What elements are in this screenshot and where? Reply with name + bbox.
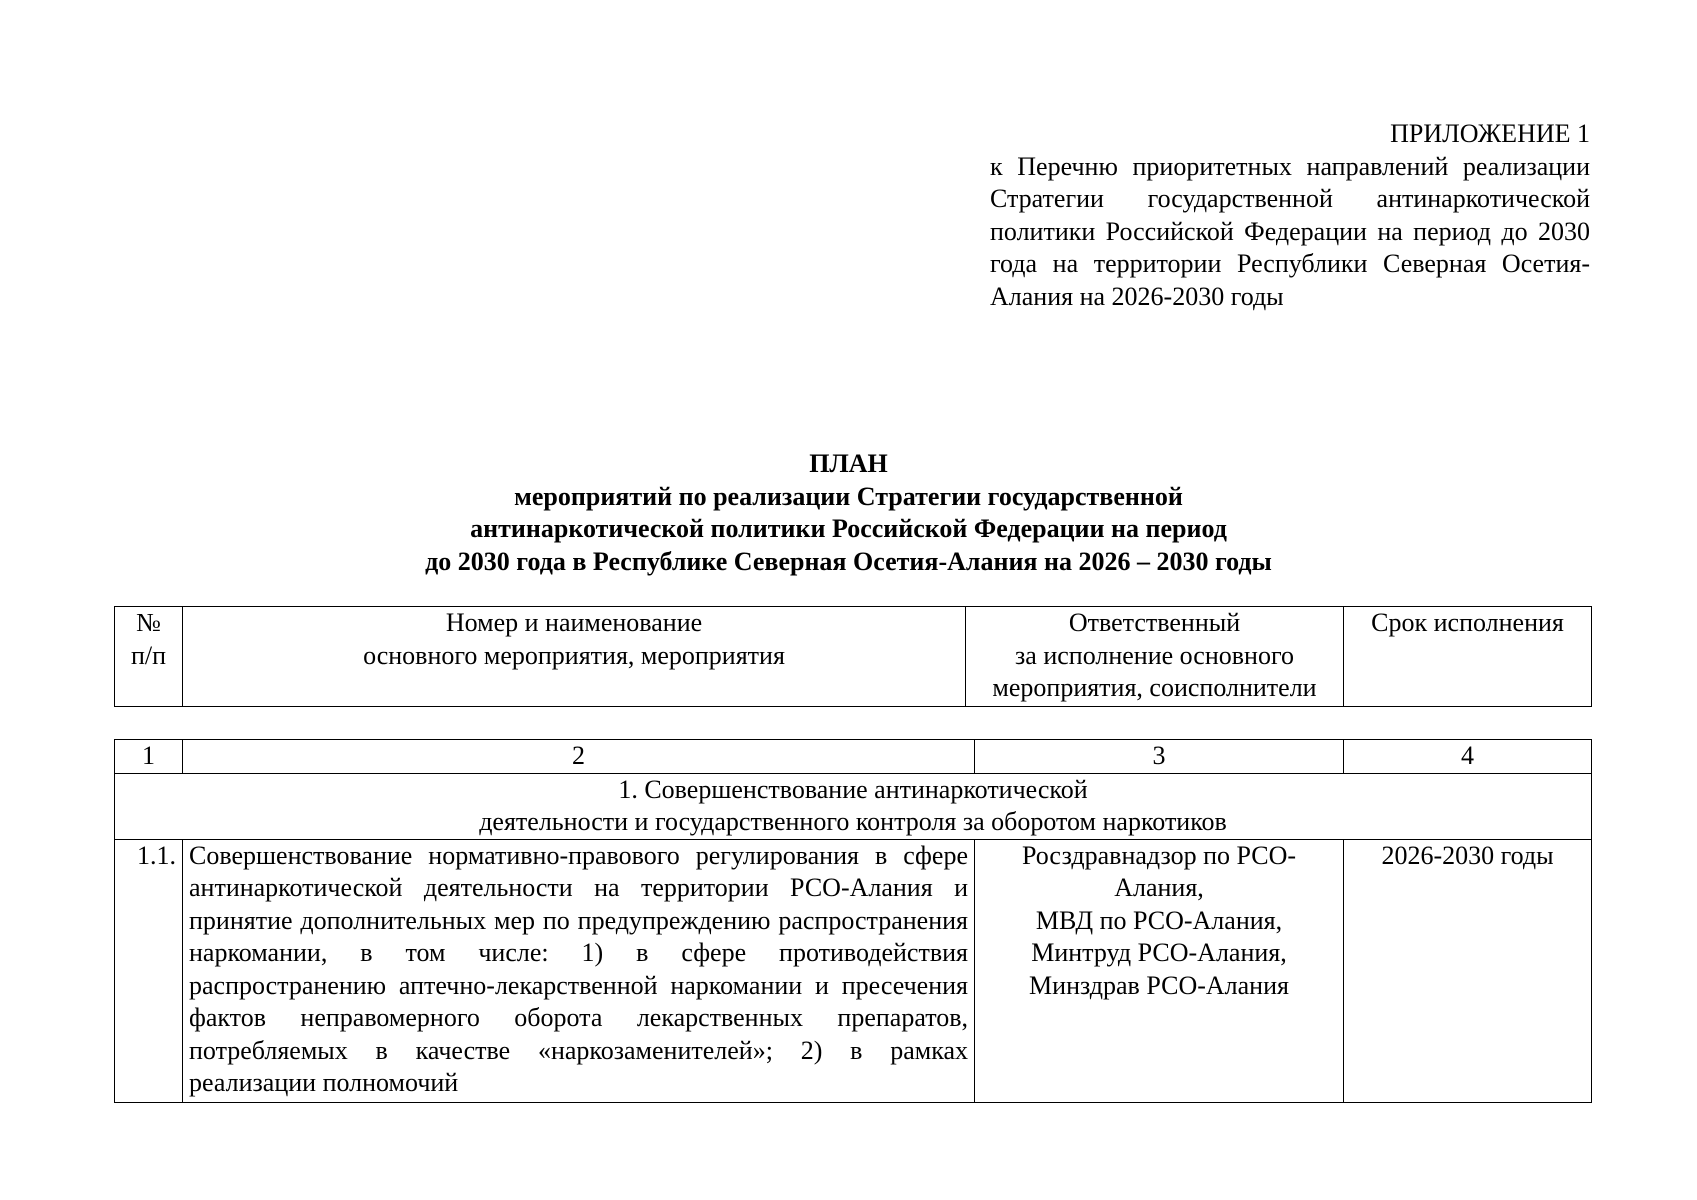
section-row <box>115 773 1592 839</box>
header-cell-responsible <box>966 607 1344 707</box>
plan-title-line-3: антинаркотической политики Российской Федерации на период <box>470 514 1227 543</box>
row-description: Совершенствование нормативно-правового регулирования в сфере антинаркотической деятельности на территории РСО-Алания и принятие дополнительных мер по предупреждению распространения наркомании, в том числе: 1) в сфере противодействия распространению аптечно-лекарственной наркомании и пресечения фактов неправомерного оборота лекарственных препаратов, потребляемых в качестве «наркозаменителей»; 2) в рамках реализации полномочий <box>183 839 975 1102</box>
table-header-row <box>115 607 1592 707</box>
header-responsible-line-2: за исполнение основного <box>1015 640 1294 670</box>
responsible-line-1: Росздравнадзор по РСО-Алания, <box>1021 840 1297 902</box>
table-body <box>114 739 1592 1103</box>
responsible-line-2: МВД по РСО-Алания, <box>1035 905 1283 935</box>
plan-title-line-4: до 2030 года в Республике Северная Осетия-Алания на 2026 – 2030 годы <box>425 546 1272 576</box>
header-number-line-1: № <box>136 608 161 637</box>
row-number: 1.1. <box>115 839 183 1102</box>
responsible-line-4: Минздрав РСО-Алания <box>1029 970 1289 1000</box>
header-number-line-2: п/п <box>130 640 167 670</box>
header-deadline: Срок исполнения <box>1371 608 1564 637</box>
column-number-4: 4 <box>1344 740 1592 774</box>
appendix-heading: ПРИЛОЖЕНИЕ 1 <box>1390 119 1590 148</box>
section-heading <box>115 773 1592 839</box>
header-cell-number <box>115 607 183 707</box>
table-header <box>114 606 1592 707</box>
header-responsible-line-3: мероприятия, соисполнители <box>992 673 1317 702</box>
header-cell-name <box>183 607 966 707</box>
plan-title-line-2: мероприятий по реализации Стратегии государственной <box>514 481 1183 511</box>
appendix-text: к Перечню приоритетных направлений реализации Стратегии государственной антинаркотической политики Российской Федерации на период до 2030 года на территории Республики Северная Осетия-Алания на 2026-2030 годы <box>990 151 1590 311</box>
section-heading-line-2: деятельности и государственного контроля за оборотом наркотиков <box>479 807 1227 836</box>
plan-title-line-1: ПЛАН <box>809 449 888 478</box>
header-cell-deadline <box>1344 607 1592 707</box>
table-row <box>115 839 1592 1102</box>
appendix-block <box>990 118 1590 313</box>
header-responsible-line-1: Ответственный <box>1068 608 1241 637</box>
column-number-2: 2 <box>183 740 975 774</box>
row-responsible <box>975 839 1344 1102</box>
plan-title <box>0 448 1697 578</box>
header-name-line-2: основного мероприятия, мероприятия <box>363 640 785 670</box>
column-number-1: 1 <box>115 740 183 774</box>
column-number-row <box>115 740 1592 774</box>
row-deadline: 2026-2030 годы <box>1344 839 1592 1102</box>
column-number-3: 3 <box>975 740 1344 774</box>
header-name-line-1: Номер и наименование <box>445 608 703 637</box>
section-heading-line-1: 1. Совершенствование антинаркотической <box>618 774 1088 804</box>
responsible-line-3: Минтруд РСО-Алания, <box>1031 938 1287 967</box>
